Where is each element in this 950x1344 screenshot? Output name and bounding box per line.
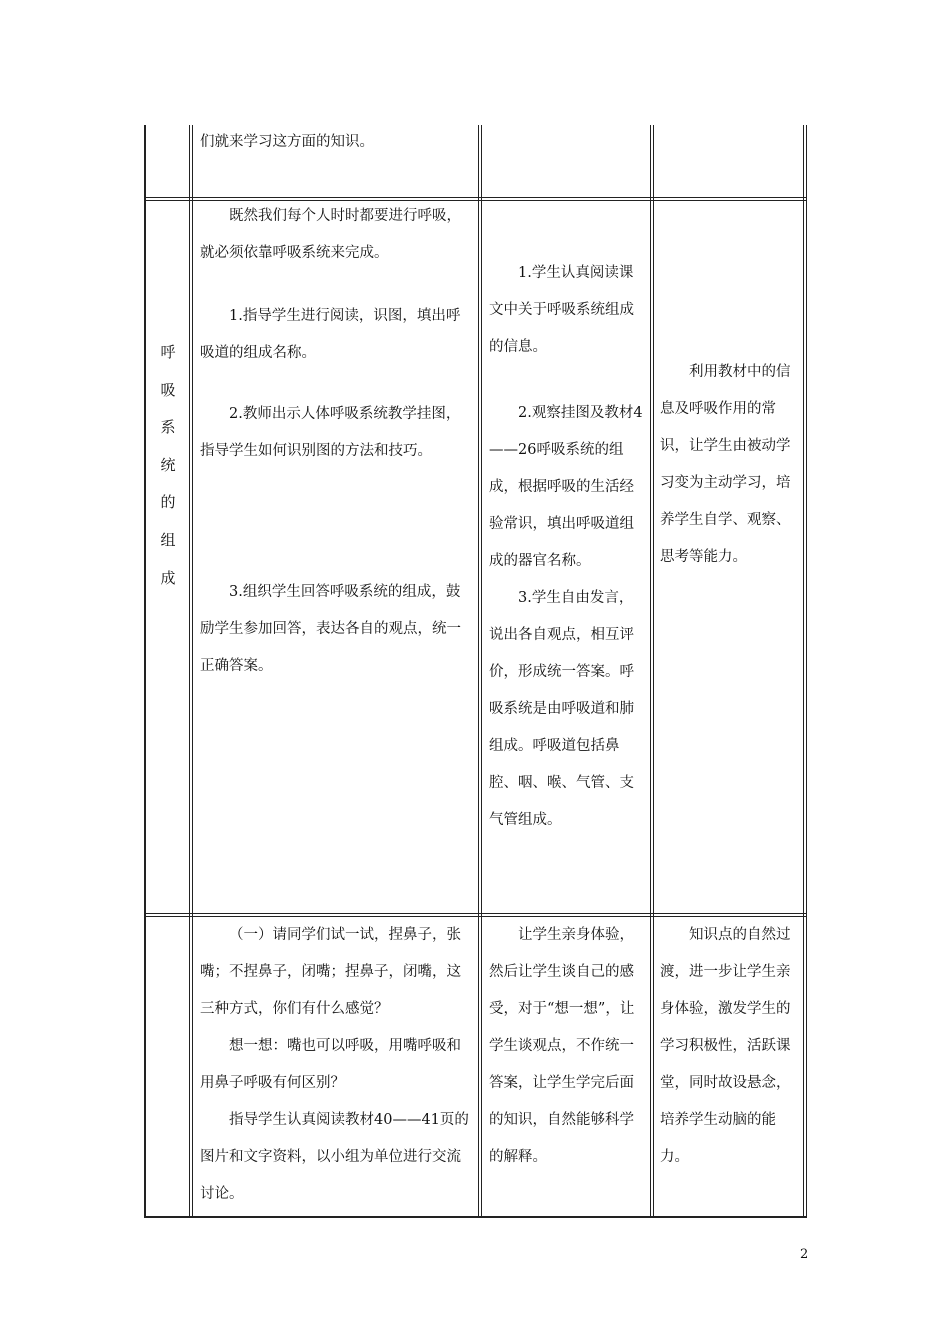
row3-student-cell — [489, 917, 644, 1176]
student-paragraph: 3.学生自由发言，说出各自观点，相互评价，形成统一答案。呼吸系统是由呼吸道和肺组成。呼吸道包括鼻腔、咽、喉、气管、支气管组成。 — [489, 590, 634, 828]
title-char: 系 — [160, 418, 176, 437]
teacher-paragraph: 1.指导学生进行阅读，识图，填出呼吸道的组成名称。 — [200, 308, 461, 361]
title-char: 统 — [160, 455, 176, 474]
table-border — [803, 125, 804, 1218]
row2-student-cell — [489, 255, 644, 839]
table-border — [653, 125, 654, 1218]
table-border — [189, 125, 190, 1218]
intent-paragraph: 知识点的自然过渡，进一步让学生亲身体验，激发学生的学习积极性，活跃课堂，同时故设悬念，培养学生动脑的能力。 — [660, 927, 791, 1165]
row1-content-cell — [200, 124, 472, 161]
table-border — [650, 125, 651, 1218]
title-char: 的 — [160, 493, 176, 512]
teacher-paragraph: 指导学生认真阅读教材40——41页的图片和文字资料，以小组为单位进行交流讨论。 — [200, 1112, 469, 1202]
table-border — [144, 125, 146, 1218]
teacher-paragraph: （一）请同学们试一试，捏鼻子，张嘴；不捏鼻子，闭嘴；捏鼻子，闭嘴，这三种方式，你们有什么感觉？ — [200, 927, 461, 1017]
teacher-paragraph: 3.组织学生回答呼吸系统的组成，鼓励学生参加回答，表达各自的观点，统一正确答案。 — [200, 584, 461, 674]
teacher-paragraph: 2.教师出示人体呼吸系统教学挂图，指导学生如何识别图的方法和技巧。 — [200, 406, 461, 459]
teacher-paragraph: 想一想：嘴也可以呼吸，用嘴呼吸和用鼻子呼吸有何区别？ — [200, 1038, 461, 1091]
title-char: 吸 — [160, 380, 176, 399]
row2-title — [148, 334, 188, 597]
table-border — [144, 913, 807, 914]
page-number: 2 — [800, 1247, 809, 1262]
row2-teacher-cell — [200, 198, 473, 685]
table-border — [192, 125, 193, 1218]
table-border — [478, 125, 479, 1218]
title-char: 呼 — [160, 343, 176, 361]
row3-intent-cell — [660, 917, 800, 1176]
student-paragraph: 2.观察挂图及教材4——26呼吸系统的组成，根据呼吸的生活经验常识，填出呼吸道组成的器官名称。 — [489, 405, 643, 569]
table-border — [806, 125, 807, 1218]
intent-paragraph: 利用教材中的信息及呼吸作用的常识，让学生由被动学习变为主动学习，培养学生自学、观察、思考等能力。 — [660, 364, 791, 565]
title-char: 组 — [160, 530, 176, 549]
table-border — [481, 125, 482, 1218]
row1-text: 们就来学习这方面的知识。 — [200, 134, 374, 150]
title-char: 成 — [160, 568, 176, 587]
student-paragraph: 让学生亲身体验，然后让学生谈自己的感受，对于“想一想”，让学生谈观点，不作统一答案，让学生学完后面的知识，自然能够科学的解释。 — [489, 927, 635, 1165]
student-paragraph: 1.学生认真阅读课文中关于呼吸系统组成的信息。 — [489, 265, 634, 355]
row3-teacher-cell — [200, 917, 473, 1213]
table-border — [144, 1216, 807, 1218]
teacher-paragraph: 既然我们每个人时时都要进行呼吸，就必须依靠呼吸系统来完成。 — [200, 208, 461, 261]
row2-intent-cell — [660, 354, 800, 576]
